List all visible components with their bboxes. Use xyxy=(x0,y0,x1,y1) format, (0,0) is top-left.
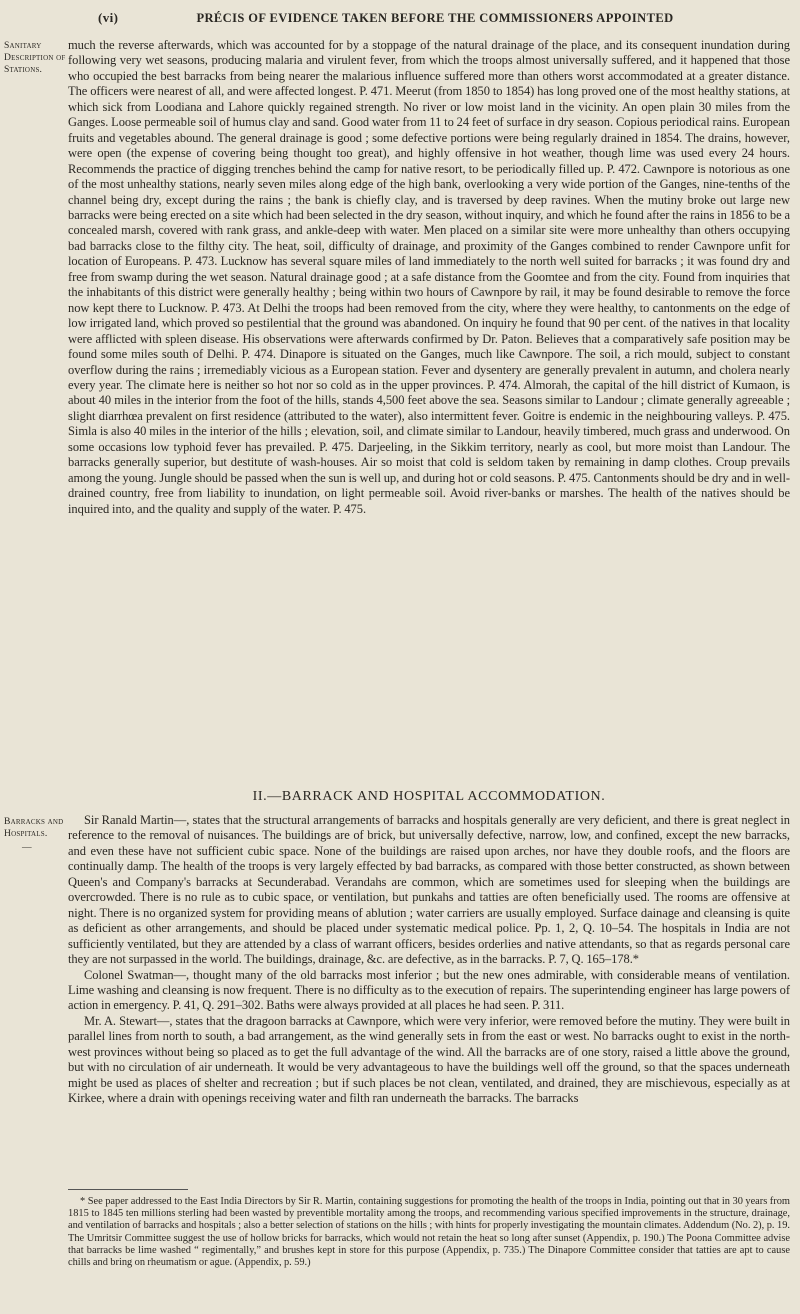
barracks-section xyxy=(68,813,790,1107)
margin-note-barracks-label: Barracks and Hospitals. xyxy=(4,816,64,839)
page-number: (vi) xyxy=(98,10,119,25)
footnote-divider xyxy=(68,1189,188,1190)
margin-note-barracks xyxy=(4,816,66,854)
footnote: * See paper addressed to the East India Directors by Sir R. Martin, containing suggestions for promoting the health of the troops in India, pointing out that in 30 years from 1815 to 1845 ten millions sterling had been wasted by preventible mortality among the troops, and recommending various specified improvements in the structure, drainage, and ventilation of barracks and hospitals ; also a better selection of stations on the hills ; with hints for properly investigating the mountain climates. Addendum (No. 2), p. 19. The Umritsir Committee suggest the use of hollow bricks for barracks, which would not retain the heat so long after sunset (Appendix, p. 190.) The Poona Committee advise that barracks be lime washed “ regimentally,” and brushes kept in store for this purpose (Appendix, p. 735.) The Dinapore Committee consider that tatties are apt to cause chills and bring on rheumatism or ague. (Appendix, p. 59.) xyxy=(68,1196,790,1269)
running-head xyxy=(0,10,800,26)
margin-note-dash: — xyxy=(22,842,32,853)
paragraph-sanitary-stations: much the reverse afterwards, which was accounted for by a stoppage of the natural drainage of the place, and its consequent inundation during following very wet seasons, producing malaria and virulent fever, from which the troops almost universally suffered, and it happened that those who occupied the best barracks from being nearer the malarious influence suffered more than others worst accommodated at a greater distance. The officers were nearest of all, and were affected longest. P. 471. Meerut (from 1850 to 1854) has long proved one of the most healthy stations, at which sick from Loodiana and Lahore quickly regained strength. No river or low moist land in the vicinity. An open plain 30 miles from the Ganges. Loose permeable soil of humus clay and sand. Good water from 11 to 24 feet of surface in dry season. Copious periodical rains. European fruits and vegetables abound. The general drainage is good ; some defective portions were being regularly drained in 1854. The drains, however, were open (the expense of covering being thought too great), and highly offensive in hot weather, though lime was used every 24 hours. Recommends the practice of digging trenches behind the camp for native resort, to be periodically filled up. P. 472. Cawnpore is notorious as one of the most unhealthy stations, nearly seven miles along edge of the high bank, overlooking a very wide portion of the Ganges, nine-tenths of the channel being dry, except during the rains ; the bank is chiefly clay, and is traversed by deep ravines. When the mutiny broke out large new barracks were being erected on a site which had been selected in the dry season, without inquiry, and which he found after the rains in 1856 to be a concealed marsh, covered with rank grass, and ankle-deep with water. Men placed on a similar site were more unhealthy than others occupying bad barracks close to the filthy city. The heat, soil, difficulty of drainage, and proximity of the Ganges combined to render Cawnpore unfit for location of Europeans. P. 473. Lucknow has several square miles of land immediately to the north well suited for barracks ; it was found dry and free from swamp during the wet season. Natural drainage good ; at a safe distance from the Goomtee and from the city. Found from inquiries that the inhabitants of this district were generally healthy ; being within two hours of Cawnpore by rail, it may be found desirable to remove the force now kept there to Lucknow. P. 473. At Delhi the troops had been removed from the city, where they were healthy, to cantonments on the edge of low irrigated land, which proved so pestilential that the ground was abandoned. On inquiry he found that 90 per cent. of the natives in that locality were afflicted with spleen disease. His observations were afterwards confirmed by Dr. Paton. Believes that a comparatively safe position may be found some miles south of Delhi. P. 474. Dinapore is situated on the Ganges, much like Cawnpore. The soil, a rich mould, subject to constant overflow during the rains ; irremediably vicious as a European station. Fever and dysentery are generally prevalent in autumn, and cholera nearly every year. The climate here is neither so hot nor so cold as in the upper provinces. P. 474. Almorah, the capital of the hill district of Kumaon, is about 40 miles in the interior from the foot of the hills, stands 4,500 feet above the sea. Seasons similar to Landour ; climate generally agreeable ; slight diarrhœa prevalent on first residence (attributed to the water), also intermittent fever. Goitre is endemic in the neighbouring valleys. P. 475. Simla is also 40 miles in the interior of the hills ; elevation, soil, and climate similar to Landour, heavily timbered, much grass and underwood. On some occasions low typhoid fever has prevailed. P. 475. Darjeeling, in the Sikkim territory, nearly as cool, but more moist than Landour. The barracks generally superior, but destitute of wash-houses. Air so moist that cold is seldom taken by remaining in damp clothes. Croup prevails among the young. Jungle should be passed when the sun is well up, and during hot or cold seasons. P. 475. Cantonments should be dry and in well-drained country, free from liability to inundation, on light permeable soil. Avoid river-banks or marshes. The health of the natives should be inquired into, and the quality and supply of the water. P. 475. xyxy=(68,38,790,516)
paragraph-colonel-swatman: Colonel Swatman—, thought many of the old barracks most inferior ; but the new ones admirable, with considerable means of ventilation. Lime washing and cleansing is now frequent. There is no difficulty as to the execution of repairs. The superintending engineer has large powers of action in emergency. P. 41, Q. 291–302. Baths were always provided at all places he had seen. P. 311. xyxy=(68,967,790,1013)
section-heading: II.—BARRACK AND HOSPITAL ACCOMMODATION. xyxy=(252,789,606,804)
sanitary-section xyxy=(68,38,790,517)
paragraph-a-stewart: Mr. A. Stewart—, states that the dragoon barracks at Cawnpore, which were very inferior, were removed before the mutiny. They were built in parallel lines from north to south, a bad arrangement, as the wind generally sets in from the east or west. No barracks ought to exist in the north-west provinces without being so placed as to get the full advantage of the wind. All the barracks are of one story, raised a little above the ground, but with no circulation of air underneath. It would be very advantageous to have the buildings well off the ground, so that the spaces underneath might be used as places of shelter and recreation ; but if such places be not clean, ventilated, and drained, they are mischievous, especially as at Kirkee, where a drain with openings receiving water and filth ran underneath the barracks. The barracks xyxy=(68,1013,790,1106)
paragraph-ranald-martin: Sir Ranald Martin—, states that the structural arrangements of barracks and hospitals generally are very deficient, and there is great neglect in reference to the removal of nuisances. The buildings are of brick, but universally defective, narrow, low, and confined, except the new barracks, and even these have not sufficient cubic space. None of the buildings are raised upon arches, nor have they double roofs, and the floors are continually damp. The health of the troops is very largely effected by bad barracks, as compared with those better constructed, as shown between Queen's and Company's barracks at Secunderabad. Verandahs are common, which are sometimes used for sleeping when the buildings are overcrowded. There is no rule as to cubic space, or ventilation, but punkahs and tatties are often beneficially used. The rooms are offensive at night. There is no organized system for providing means of ablution ; water carriers are usually employed. Surface dainage and cleansing is quite as deficient as other arrangements, and should be placed under systematic medical police. Pp. 1, 2, Q. 10–54. The hospitals in India are not sufficiently ventilated, but they are attended by a class of warrant officers, besides orderlies and native attendants, so that as regards personal care they are not surpassed in the world. The buildings, drainage, &c. are defective, as in the barracks. P. 7, Q. 165–178.* xyxy=(68,813,790,967)
margin-note-sanitary: Sanitary Description of Stations. xyxy=(4,40,66,75)
running-head-title: PRÉCIS OF EVIDENCE TAKEN BEFORE THE COMMISSIONERS APPOINTED xyxy=(196,11,674,25)
